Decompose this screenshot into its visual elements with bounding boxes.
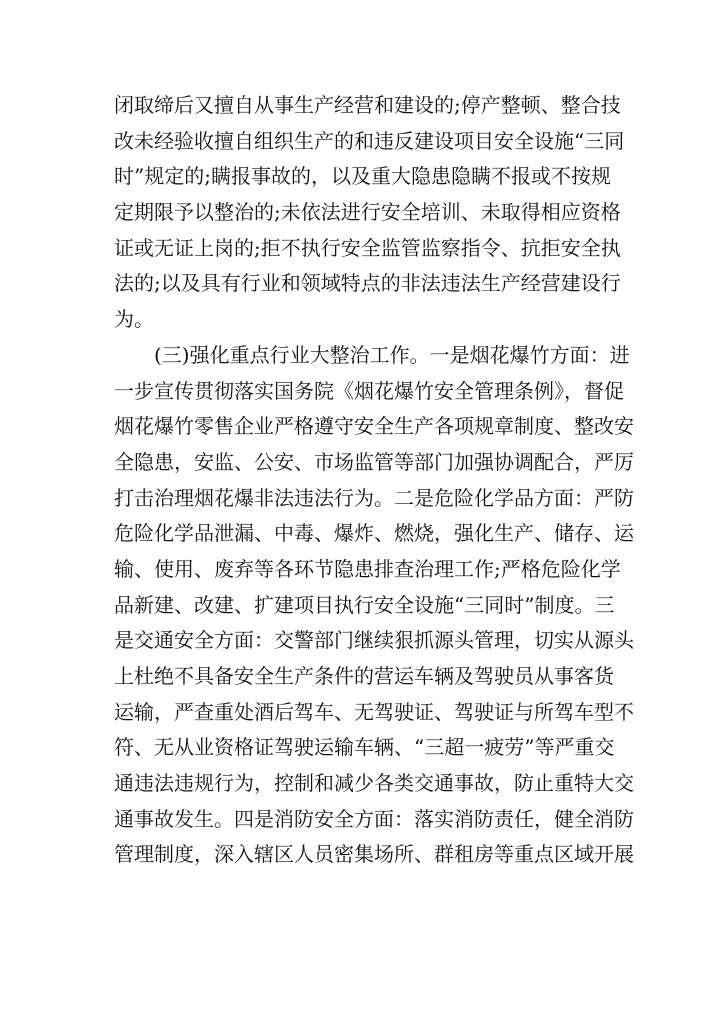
text-line: 证或无证上岗的;拒不执行安全监管监察指令、抗拒安全执	[114, 235, 621, 260]
body-text	[114, 88, 634, 873]
text-line: 危险化学品泄漏、中毒、爆炸、燃烧，强化生产、储存、运	[114, 521, 634, 546]
text-line: 烟花爆竹零售企业严格遵守安全生产各项规章制度、整改安	[114, 414, 634, 439]
text-line: 通违法违规行为，控制和减少各类交通事故，防止重特大交	[114, 771, 634, 796]
text-line: 时”规定的;瞒报事故的，以及重大隐患隐瞒不报或不按规	[114, 164, 611, 189]
paragraph-first-line: (三)强化重点行业大整治工作。一是烟花爆竹方面：进	[154, 342, 630, 367]
text-line: 法的;以及具有行业和领域特点的非法违法生产经营建设行	[114, 271, 621, 296]
text-line: 输、使用、废弃等各环节隐患排查治理工作;严格危险化学	[114, 556, 621, 581]
text-line: 全隐患，安监、公安、市场监管等部门加强协调配合，严厉	[114, 449, 634, 474]
text-line: 符、无从业资格证驾驶运输车辆、“三超一疲劳”等严重交	[114, 735, 615, 760]
text-line: 通事故发生。四是消防安全方面：落实消防责任，健全消防	[114, 806, 634, 831]
text-line: 定期限予以整治的;未依法进行安全培训、未取得相应资格	[114, 200, 621, 225]
text-line: 运输，严查重处酒后驾车、无驾驶证、驾驶证与所驾车型不	[114, 699, 634, 724]
text-line: 上杜绝不具备安全生产条件的营运车辆及驾驶员从事客货	[114, 664, 614, 688]
text-line: 是交通安全方面：交警部门继续狠抓源头管理，切实从源头	[114, 628, 634, 653]
text-line: 为。	[114, 307, 154, 332]
text-line: 管理制度，深入辖区人员密集场所、群租房等重点区域开展	[114, 842, 634, 867]
text-line: 改未经验收擅自组织生产的和违反建设项目安全设施“三同	[114, 128, 625, 153]
text-line: 品新建、改建、扩建项目执行安全设施“三同时”制度。三	[114, 592, 615, 617]
text-line: 打击治理烟花爆非法违法行为。二是危险化学品方面：严防	[114, 485, 634, 510]
text-line: 闭取缔后又擅自从事生产经营和建设的;停产整顿、整合技	[114, 93, 621, 117]
text-line: 一步宣传贯彻落实国务院《烟花爆竹安全管理条例》，督促	[114, 378, 624, 403]
